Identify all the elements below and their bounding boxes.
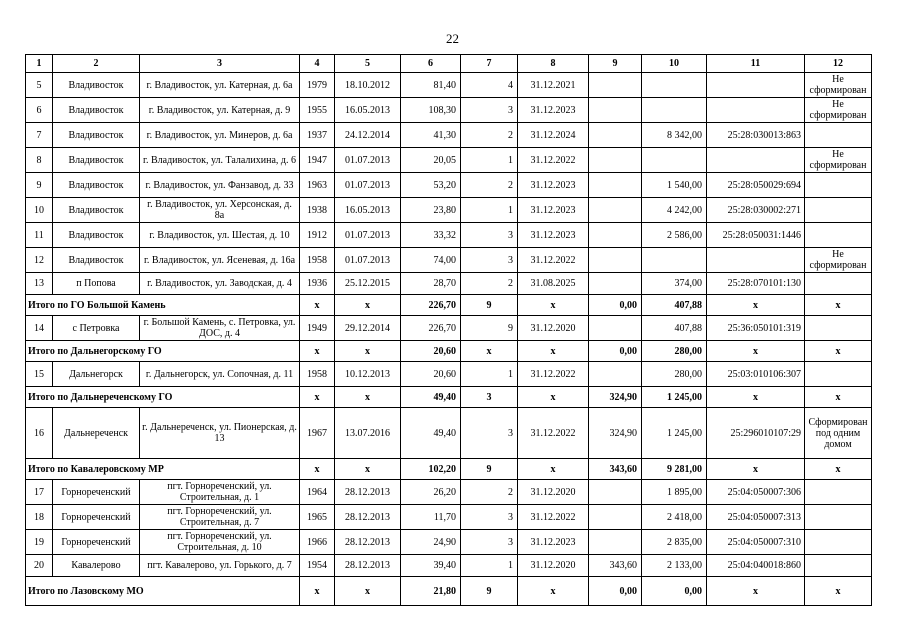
table-cell: 49,40 [401,408,461,459]
table-cell: 3 [461,223,518,248]
table-cell: 3 [461,98,518,123]
table-cell: 25:04:050007:306 [707,480,805,505]
table-cell [642,98,707,123]
table-cell: 6 [26,98,53,123]
table-cell: 226,70 [401,316,461,341]
table-cell: 1 895,00 [642,480,707,505]
table-cell: 1 [461,148,518,173]
total-cell: х [335,295,401,316]
table-cell: Владивосток [53,198,140,223]
total-cell: 9 [461,577,518,606]
table-cell: 13.07.2016 [335,408,401,459]
table-cell [589,173,642,198]
column-number: 11 [707,55,805,73]
table-cell [805,505,872,530]
table-cell: пгт. Кавалерово, ул. Горького, д. 7 [140,555,300,577]
table-cell: 28,70 [401,273,461,295]
table-cell: Не сформирован [805,248,872,273]
table-cell [642,73,707,98]
table-cell: 4 242,00 [642,198,707,223]
table-cell [589,198,642,223]
table-cell [707,148,805,173]
table-cell: 24.12.2014 [335,123,401,148]
total-cell: х [518,341,589,362]
total-cell: 280,00 [642,341,707,362]
table-cell: 324,90 [589,408,642,459]
table-cell [589,248,642,273]
total-cell: х [518,387,589,408]
table-cell: пгт. Горнореченский, ул. Строительная, д. 10 [140,530,300,555]
table-cell: 25:04:050007:313 [707,505,805,530]
table-cell: 31.12.2022 [518,148,589,173]
table-cell: 1937 [300,123,335,148]
table-cell: Горнореченский [53,530,140,555]
table-cell: Владивосток [53,248,140,273]
total-cell: х [707,341,805,362]
table-cell [642,148,707,173]
column-number: 3 [140,55,300,73]
total-cell: 1 245,00 [642,387,707,408]
column-number: 8 [518,55,589,73]
table-cell: 1947 [300,148,335,173]
table-cell: 20,05 [401,148,461,173]
table-cell: 20,60 [401,362,461,387]
table-cell: 25:28:030002:271 [707,198,805,223]
table-cell [589,123,642,148]
table-row [26,123,872,148]
table-cell: 17 [26,480,53,505]
total-cell: х [707,459,805,480]
table-cell [805,123,872,148]
table-cell: Горнореченский [53,505,140,530]
table-cell: 14 [26,316,53,341]
table-cell: 81,40 [401,73,461,98]
total-cell: 226,70 [401,295,461,316]
table-row [26,98,872,123]
table-row [26,73,872,98]
table-cell: г. Дальнегорск, ул. Сопочная, д. 11 [140,362,300,387]
total-label: Итого по Кавалеровскому МР [26,459,300,480]
total-label: Итого по ГО Большой Камень [26,295,300,316]
table-cell: Владивосток [53,223,140,248]
table-cell: г. Владивосток, ул. Шестая, д. 10 [140,223,300,248]
table-cell: 1938 [300,198,335,223]
table-cell: 1955 [300,98,335,123]
table-cell: 31.12.2023 [518,530,589,555]
total-cell: х [707,295,805,316]
table-row [26,316,872,341]
table-cell: 8 342,00 [642,123,707,148]
table-cell: 31.12.2022 [518,408,589,459]
table-cell: 31.12.2023 [518,198,589,223]
table-cell: 25:36:050101:319 [707,316,805,341]
table-cell: 25:28:050031:1446 [707,223,805,248]
table-cell [589,505,642,530]
table-row [26,408,872,459]
table-cell [589,273,642,295]
table-cell: 2 [461,123,518,148]
table-cell: г. Владивосток, ул. Катерная, д. 9 [140,98,300,123]
column-number: 5 [335,55,401,73]
total-cell: х [805,341,872,362]
table-cell: 3 [461,408,518,459]
table-cell: г. Владивосток, ул. Фанзавод, д. 33 [140,173,300,198]
housing-table [25,54,872,606]
total-row [26,577,872,606]
table-cell: 28.12.2013 [335,530,401,555]
table-body [26,55,872,606]
table-cell: 343,60 [589,555,642,577]
table-cell: 15 [26,362,53,387]
table-row [26,148,872,173]
table-cell: 31.12.2020 [518,555,589,577]
table-cell: 1958 [300,248,335,273]
table-cell: 31.12.2023 [518,223,589,248]
table-cell: Не сформирован [805,148,872,173]
table-cell: 31.12.2021 [518,73,589,98]
table-cell: 1 [461,555,518,577]
total-cell: х [707,577,805,606]
table-row [26,173,872,198]
table-cell: 1963 [300,173,335,198]
table-row [26,248,872,273]
table-cell: 1967 [300,408,335,459]
total-cell: 9 [461,459,518,480]
table-cell: 1958 [300,362,335,387]
table-row [26,480,872,505]
table-cell [805,198,872,223]
table-row [26,198,872,223]
table-cell: 8 [26,148,53,173]
table-cell: Не сформирован [805,73,872,98]
table-cell: 18.10.2012 [335,73,401,98]
table-cell: Владивосток [53,173,140,198]
total-cell: 20,60 [401,341,461,362]
table-cell: 1 540,00 [642,173,707,198]
table-cell: 31.12.2022 [518,505,589,530]
total-cell: х [300,387,335,408]
table-cell: 13 [26,273,53,295]
total-label: Итого по Дальнереченскому ГО [26,387,300,408]
table-cell: 28.12.2013 [335,480,401,505]
table-cell: 53,20 [401,173,461,198]
table-cell: 374,00 [642,273,707,295]
total-cell: 324,90 [589,387,642,408]
table-cell: 7 [26,123,53,148]
table-cell: 3 [461,530,518,555]
table-cell: пгт. Горнореченский, ул. Строительная, д. 7 [140,505,300,530]
table-cell: 01.07.2013 [335,248,401,273]
table-cell: 5 [26,73,53,98]
table-cell: 407,88 [642,316,707,341]
table-cell: 1 [461,362,518,387]
table-cell: 18 [26,505,53,530]
table-cell: пгт. Горнореченский, ул. Строительная, д. 1 [140,480,300,505]
table-cell: Владивосток [53,98,140,123]
table-cell: 74,00 [401,248,461,273]
table-cell: 108,30 [401,98,461,123]
table-cell [805,530,872,555]
table-cell: 26,20 [401,480,461,505]
table-cell: 41,30 [401,123,461,148]
table-cell [805,273,872,295]
table-cell: Дальнегорск [53,362,140,387]
total-cell: 21,80 [401,577,461,606]
table-cell: 11,70 [401,505,461,530]
table-cell: 10.12.2013 [335,362,401,387]
table-cell: Кавалерово [53,555,140,577]
total-cell: 0,00 [589,295,642,316]
total-cell: 343,60 [589,459,642,480]
table-cell: 1936 [300,273,335,295]
total-label: Итого по Дальнегорскому ГО [26,341,300,362]
table-cell: 20 [26,555,53,577]
total-cell: х [300,459,335,480]
table-cell [589,480,642,505]
column-number: 6 [401,55,461,73]
table-row [26,530,872,555]
total-cell: х [707,387,805,408]
table-cell: Дальнереченск [53,408,140,459]
table-cell: 1912 [300,223,335,248]
table-cell [707,73,805,98]
table-cell: 31.12.2024 [518,123,589,148]
table-cell: 25:296010107:29 [707,408,805,459]
table-cell: 2 418,00 [642,505,707,530]
table-cell: 1949 [300,316,335,341]
total-row [26,459,872,480]
total-cell: х [335,341,401,362]
total-cell: 102,20 [401,459,461,480]
table-cell [589,530,642,555]
table-row [26,223,872,248]
table-cell: 2 [461,273,518,295]
total-cell: х [805,577,872,606]
total-cell: 9 281,00 [642,459,707,480]
table-cell: 16.05.2013 [335,98,401,123]
column-number: 2 [53,55,140,73]
table-cell: 25:03:010106:307 [707,362,805,387]
table-cell: 31.12.2023 [518,98,589,123]
table-cell: 25:28:030013:863 [707,123,805,148]
table-cell: 31.08.2025 [518,273,589,295]
column-number: 10 [642,55,707,73]
table-cell [707,248,805,273]
table-cell [805,223,872,248]
table-cell: 3 [461,505,518,530]
total-cell: х [805,387,872,408]
table-cell: 01.07.2013 [335,223,401,248]
table-row [26,505,872,530]
table-cell: г. Дальнереченск, ул. Пионерская, д. 13 [140,408,300,459]
total-label: Итого по Лазовскому МО [26,577,300,606]
total-cell: 407,88 [642,295,707,316]
table-cell: 1 [461,198,518,223]
table-cell [805,362,872,387]
table-cell: 9 [26,173,53,198]
total-cell: х [335,459,401,480]
table-cell: 1965 [300,505,335,530]
table-cell: 2 133,00 [642,555,707,577]
table-cell: 11 [26,223,53,248]
table-cell: г. Владивосток, ул. Заводская, д. 4 [140,273,300,295]
table-cell: 9 [461,316,518,341]
table-cell: Горнореченский [53,480,140,505]
table-row [26,555,872,577]
table-cell [805,555,872,577]
table-cell: 2 835,00 [642,530,707,555]
total-cell: х [335,577,401,606]
table-cell: с Петровка [53,316,140,341]
table-cell [805,480,872,505]
table-cell [589,148,642,173]
table-cell: 1954 [300,555,335,577]
table-cell [642,248,707,273]
total-cell: х [518,295,589,316]
table-cell: 28.12.2013 [335,555,401,577]
total-cell: х [300,295,335,316]
total-cell: х [518,459,589,480]
table-cell: 29.12.2014 [335,316,401,341]
column-number: 9 [589,55,642,73]
column-number: 7 [461,55,518,73]
table-cell [805,316,872,341]
table-cell: 1979 [300,73,335,98]
total-cell: х [518,577,589,606]
table-cell: Владивосток [53,73,140,98]
table-cell: 24,90 [401,530,461,555]
total-cell: 0,00 [589,577,642,606]
total-cell: 0,00 [642,577,707,606]
page-number: 22 [446,31,459,46]
table-cell: 28.12.2013 [335,505,401,530]
table-cell: г. Владивосток, ул. Талалихина, д. 6 [140,148,300,173]
table-cell: п Попова [53,273,140,295]
table-cell: 39,40 [401,555,461,577]
total-row [26,387,872,408]
table-cell: 4 [461,73,518,98]
table-cell: 25:28:070101:130 [707,273,805,295]
table-cell [805,173,872,198]
total-cell: х [300,577,335,606]
table-cell [589,73,642,98]
table-cell: 2 586,00 [642,223,707,248]
table-cell: Не сформирован [805,98,872,123]
total-cell: 3 [461,387,518,408]
table-cell: 31.12.2022 [518,248,589,273]
total-cell: х [461,341,518,362]
table-cell: 01.07.2013 [335,148,401,173]
table-cell: 1 245,00 [642,408,707,459]
table-cell [589,98,642,123]
table-cell: г. Большой Камень, с. Петровка, ул. ДОС, д. 4 [140,316,300,341]
table-cell [589,362,642,387]
total-cell: 49,40 [401,387,461,408]
total-cell: х [805,295,872,316]
total-row [26,341,872,362]
column-number-row [26,55,872,73]
table-cell: 16 [26,408,53,459]
column-number: 4 [300,55,335,73]
table-cell: г. Владивосток, ул. Ясеневая, д. 16а [140,248,300,273]
table-row [26,273,872,295]
column-number: 1 [26,55,53,73]
table-cell: 19 [26,530,53,555]
table-cell: 31.12.2020 [518,316,589,341]
table-cell: 31.12.2020 [518,480,589,505]
total-cell: 9 [461,295,518,316]
table-cell: г. Владивосток, ул. Херсонская, д. 8а [140,198,300,223]
total-cell: х [335,387,401,408]
table-cell: 25:04:050007:310 [707,530,805,555]
table-cell: 23,80 [401,198,461,223]
table-cell: 12 [26,248,53,273]
table-cell [707,98,805,123]
total-cell: 0,00 [589,341,642,362]
table-cell: Владивосток [53,123,140,148]
column-number: 12 [805,55,872,73]
table-cell: 25:28:050029:694 [707,173,805,198]
table-cell: 10 [26,198,53,223]
table-cell: г. Владивосток, ул. Минеров, д. 6а [140,123,300,148]
table-cell: Сформирован под одним домом [805,408,872,459]
table-cell: 3 [461,248,518,273]
table-cell: Владивосток [53,148,140,173]
table-cell: 31.12.2022 [518,362,589,387]
total-cell: х [805,459,872,480]
total-row [26,295,872,316]
table-cell [589,223,642,248]
table-cell: 1964 [300,480,335,505]
table-cell: 1966 [300,530,335,555]
table-cell [589,316,642,341]
table-cell: 31.12.2023 [518,173,589,198]
table-row [26,362,872,387]
table-cell: 280,00 [642,362,707,387]
table-cell: 2 [461,480,518,505]
table-cell: 25:04:040018:860 [707,555,805,577]
table-cell: 33,32 [401,223,461,248]
table-cell: г. Владивосток, ул. Катерная, д. 6а [140,73,300,98]
total-cell: х [300,341,335,362]
table-cell: 25.12.2015 [335,273,401,295]
table-cell: 2 [461,173,518,198]
table-cell: 01.07.2013 [335,173,401,198]
table-cell: 16.05.2013 [335,198,401,223]
